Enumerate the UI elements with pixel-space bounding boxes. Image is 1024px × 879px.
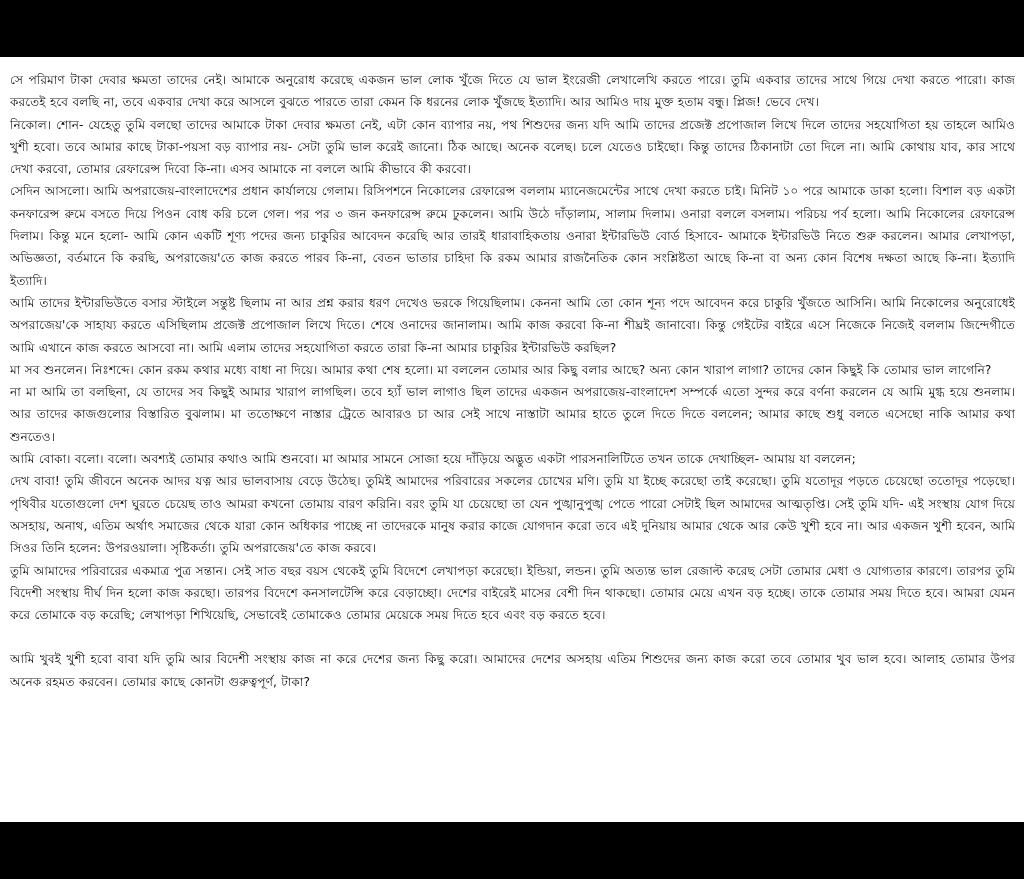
top-black-bar <box>0 0 1024 57</box>
document-page <box>0 57 1024 822</box>
paragraph-2: নিকোল। শোন- যেহেতু তুমি বলছো তাদের আমাকে টাকা দেবার ক্ষমতা নেই, এটা কোন ব্যাপার নয়, পথ শিশুদের জন্য যদি আমি তাদের প্রজেক্ট প্রপোজাল লিখে দিলে তাদের সহযোগিতা হয় তাহলে আমিও খুশী হবো। তবে আমার কাছে টাকা-পয়সা বড় ব্যাপার নয়- সেটা তুমি ভাল করেই জানো। ঠিক আছে। অনেক বলেছ। চলে যেতেও চাইছো। কিন্তু তাদের ঠিকানাটা তো দিলে না। আমি কোথায় যাব, কার সাথে দেখা করবো, তোমার রেফারেন্স দিবো কি-না। এসব আমাকে না বললে আমি কীভাবে কী করবো। <box>10 117 1015 177</box>
paragraph-10: আমি খুবই খুশী হবো বাবা যদি তুমি আর বিদেশী সংস্থায় কাজ না করে দেশের জন্য কিছু করো। আমাদের দেশের অসহায় এতিম শিশুদের জন্য কাজ করো তবে তোমার খুব ভাল হবে। আলাহ তোমার উপর অনেক রহমত করবেন। তোমার কাছে কোনটা গুরুত্বপূর্ণ, টাকা? <box>10 652 1015 689</box>
paragraph-3: সেদিন আসলো। আমি অপরাজেয়-বাংলাদেশের প্রধান কার্যালয়ে গেলাম। রিসিপশনে নিকোলের রেফারেন্স বললাম ম্যানেজমেন্টের সাথে দেখা করতে চাই। মিনিট ১০ পরে আমাকে ডাকা হলো। বিশাল বড় একটা কনফারেন্স রুমে বসতে দিয়ে পিওন বোধ করি চলে গেল। পর পর ৩ জন কনফারেন্স রুমে ঢুকলেন। আমি উঠে দাঁড়ালাম, সালাম দিলাম। ওনারা বললে বসলাম। পরিচয় পর্ব হলো। আমি নিকোলের রেফারেন্স দিলাম। কিন্তু মনে হলো- আমি কোন একটি শূণ্য পদের জন্য চাকুরির আবেদন করেছি আর তারই ধারাবাহিকতায় ওনারা ইন্টারভিউ বোর্ড হিসাবে- আমাকে ইন্টারভিউ নিতে শুরু করলেন। আমার লেখাপড়া, অভিজ্ঞতা, বর্তমানে কি করছি, অপরাজেয়'তে কাজ করতে পারব কি-না, বেতন ভাতার চাহিদা কি রকম আমার রাজনৈতিক কোন সংশ্লিষ্টতা আছে কি-না বা অন্য কোন বিশেষ দক্ষতা আছে কি-না। ইত্যাদি ইত্যাদি। <box>10 184 1015 288</box>
bottom-black-bar <box>0 822 1024 879</box>
paragraph-1: সে পরিমাণ টাকা দেবার ক্ষমতা তাদের নেই। আমাকে অনুরোধ করেছে একজন ভাল লোক খুঁজে দিতে যে ভাল ইংরেজী লেখালেখি করতে পারে। তুমি একবার তাদের সাথে গিয়ে দেখা করতে পারো। কাজ করতেই হবে বলছি না, তবে একবার দেখা করে আসলে বুঝতে পারতে তারা কেমন কি ধরনের লোক খুঁজছে ইত্যাদি। আর আমিও দায় মুক্ত হতাম বন্ধু। প্লিজ! ভেবে দেখ। <box>10 73 1015 110</box>
paragraph-4: আমি তাদের ইন্টারভিউতে বসার স্টাইলে সন্তুষ্ট ছিলাম না আর প্রশ্ন করার ধরণ দেখেও ভরকে গিয়েছিলাম। কেননা আমি তো কোন শূন্য পদে আবেদন করে চাকুরি খুঁজতে আসিনি। আমি নিকোলের অনুরোধেই অপরাজেয়'কে সাহায্য করতে এসিছিলাম প্রজেক্ট প্রপোজাল লিখে দিতে। শেষে ওনাদের জানালাম। আমি কাজ করবো কি-না শীঘ্রই জানাবো। কিন্তু গেইটের বাইরে এসে নিজেকে নিজেই বললাম জিন্দেগীতে আমি এখানে কাজ করতে আসবো না। আমি এলাম তাদের সহযোগিতা করতে তারা কি-না আমার চাকুরির ইন্টারভিউ করছিল? <box>10 295 1015 355</box>
paragraph-spacer <box>10 626 1015 648</box>
paragraph-5: মা সব শুনলেন। নিঃশব্দে। কোন রকম কথার মধ্যে বাধা না দিয়ে। আমার কথা শেষ হলো। মা বললেন তোমার আর কিছু বলার আছে? অন্য কোন খারাপ লাগা? তাদের কোন কিছুই কি তোমার ভাল লাগেনি? <box>10 362 992 377</box>
paragraph-7: আমি বোকা। বলো। বলো। অবশ্যই তোমার কথাও আমি শুনবো। মা আমার সামনে সোজা হয়ে দাঁড়িয়ে অদ্ভুত একটা পারসনালিটিতে তখন তাকে দেখাচ্ছিল- আমায় যা বললেন; <box>10 452 856 467</box>
paragraph-9: তুমি আমাদের পরিবারের একমাত্র পুত্র সন্তান। সেই সাত বছর বয়স থেকেই তুমি বিদেশে লেখাপড়া করেছো। ইন্ডিয়া, লন্ডন। তুমি অত্যন্ত ভাল রেজাল্ট করেছ সেটা তোমার মেধা ও যোগ্যতার কারণে। তারপর তুমি বিদেশী সংস্থায় দীর্ঘ দিন হলো কাজ করছো। তারপর বিদেশে কনসালটেন্সি করে বেড়াচ্ছো। দেশের বাইরেই মাসের বেশী দিন থাকছো। তোমার মেয়ে এখন বড় হচ্ছে। তাকে তোমার সময় দিতে হবে। আমরা যেমন করে তোমাকে বড় করেছি; লেখাপড়া শিখিয়েছি, সেভাবেই তোমাকেও তোমার মেয়েকে সময় দিতে হবে এবং বড় করতে হবে। <box>10 563 1015 623</box>
paragraph-6: না মা আমি তা বলছিনা, যে তাদের সব কিছুই আমার খারাপ লাগছিল। তবে হ্যাঁ ভাল লাগাও ছিল তাদের একজন অপরাজেয়-বাংলাদেশ সম্পর্কে এতো সুন্দর করে বর্ণনা করলেন যে আমি মুগ্ধ হয়ে শুনলাম। আর তাদের কাজগুলোর বিস্তারিত বুঝলাম। মা ততোক্ষণে নাস্তার ট্রেতে আবারও চা আর সেই সাথে নাস্তাটা আমার হাতে তুলে দিতে দিতে বললেন; আমার কাছে শুধু বলতে এসেছো নাকি আমার কথা শুনতেও। <box>10 385 1015 444</box>
paragraph-8: দেখ বাবা! তুমি জীবনে অনেক আদর যত্ন আর ভালবাসায় বেড়ে উঠেছ। তুমিই আমাদের পরিবারের সকলের চোখের মণি। তুমি যা ইচ্ছে করেছো তাই করেছো। তুমি যতোদূর পড়তে চেয়েছো ততোদূর পড়েছো। পৃথিবীর যতোগুলো দেশ ঘুরতে চেয়েছ তাও আমরা কখনো তোমায় বারণ করিনি। বরং তুমি যা চেয়েছো তা যেন পুঙ্খানুপুঙ্খ পেতে পারো সেটাই ছিল আমাদের আত্মতৃপ্তি। সেই তুমি যদি- এই সংস্থায় যোগ দিয়ে অসহায়, অনাথ, এতিম অর্থাৎ সমাজের থেকে যারা কোন অধিকার পাচ্ছে না তাদেরকে মানুষ করার কাজে যোগদান করো তবে এই দুনিয়ায় আমার থেকে আর কেউ খুশী হবে না। আর একজন খুশী হবেন, আমি সিওর তিনি হলেন: উপরওয়ালা। সৃষ্টিকর্তা। তুমি অপরাজেয়'তে কাজ করবে। <box>10 474 1015 556</box>
